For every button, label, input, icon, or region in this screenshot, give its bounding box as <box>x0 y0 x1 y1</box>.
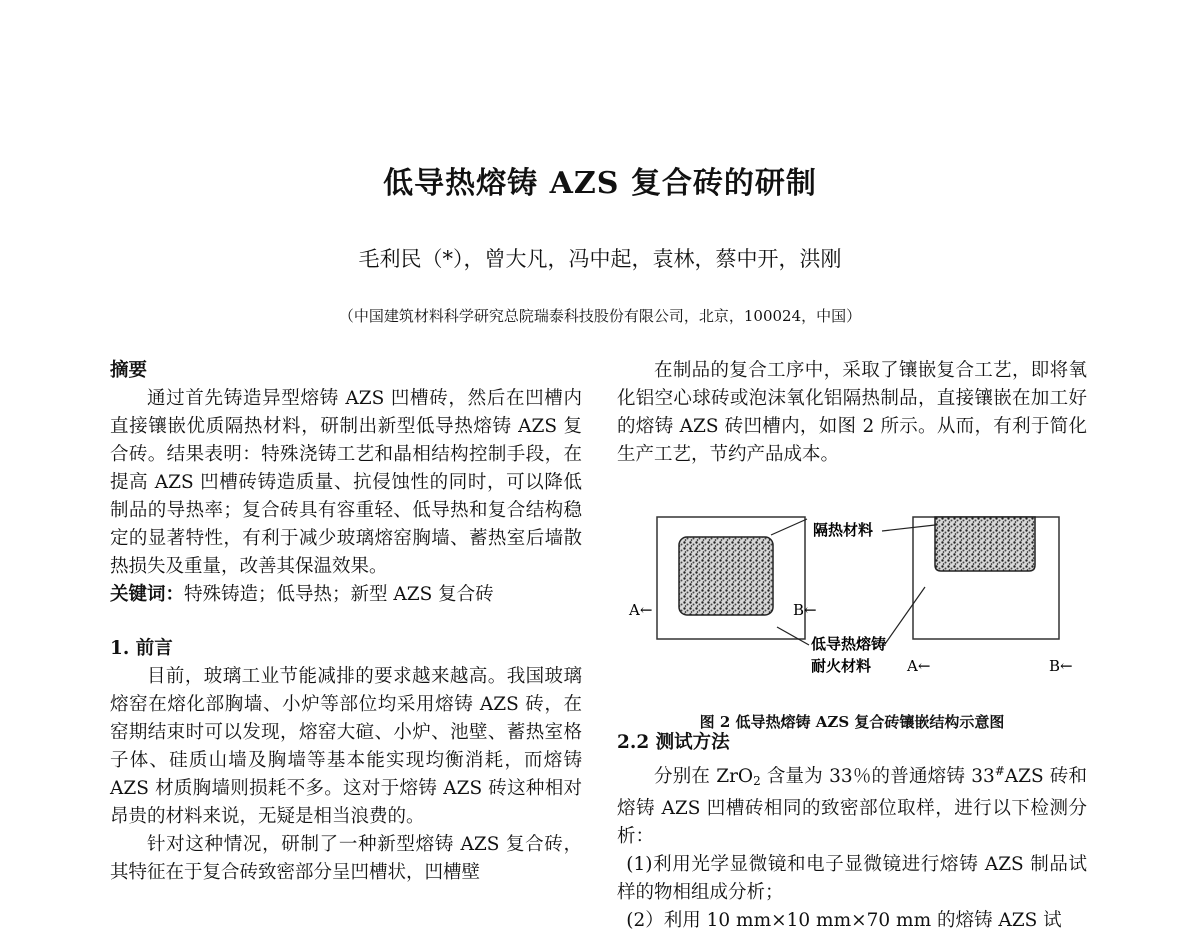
figure-2 <box>617 499 1087 731</box>
intro-heading: 1. 前言 <box>110 638 173 659</box>
paper-title: 低导热熔铸 AZS 复合砖的研制 <box>383 166 817 201</box>
label-a-left: A← <box>629 601 653 619</box>
embedding-structure-diagram <box>617 499 1087 689</box>
test-text-part-b: 含量为 33％的普通熔铸 33 <box>760 766 995 787</box>
figure-caption: 图 2 低导热熔铸 AZS 复合砖镶嵌结构示意图 <box>699 713 1005 731</box>
test-item-2: (2）利用 10 mm×10 mm×70 mm 的熔铸 AZS 试 <box>626 910 1062 931</box>
keywords-label: 关键词： <box>110 584 185 605</box>
insulation-material-left <box>679 537 773 615</box>
intro-paragraph-2: 针对这种情况，研制了一种新型熔铸 AZS 复合砖，其特征在于复合砖致密部分呈凹槽状，凹槽壁 <box>110 834 582 883</box>
label-insulation: 隔热材料 <box>813 521 874 539</box>
composite-process-paragraph: 在制品的复合工序中，采取了镶嵌复合工艺，即将氧化铝空心球砖或泡沫氧化铝隔热制品，直接镶嵌在加工好的熔铸 AZS 砖凹槽内，如图 2 所示。从而，有利于简化生产工艺，节约产品成本。 <box>617 360 1087 465</box>
label-refractory-line2: 耐火材料 <box>811 657 872 675</box>
author-list: 毛利民（*），曾大凡，冯中起，袁林，蔡中开，洪刚 <box>358 247 842 271</box>
label-b-bottom: B← <box>1049 657 1073 675</box>
right-column <box>617 357 1087 935</box>
intro-paragraph-1: 目前，玻璃工业节能减排的要求越来越高。我国玻璃熔窑在熔化部胸墙、小炉等部位均采用熔铸 AZS 砖，在窑期结束时可以发现，熔窑大碹、小炉、池壁、蓄热室格子体、硅质山墙及胸墙等基本能实现均衡消耗，而熔铸 AZS 材质胸墙则损耗不多。这对于熔铸 AZS 砖这种相对昂贵的材料来说，无疑是相当浪费的。 <box>110 666 582 827</box>
label-refractory-line1: 低导热熔铸 <box>811 635 887 653</box>
test-text-part-c: AZS 砖和熔铸 AZS 凹槽砖相同的致密部位取样，进行以下检测分析： <box>617 766 1087 847</box>
test-method-heading: 2.2 测试方法 <box>617 732 730 753</box>
hash-superscript: # <box>994 764 1005 778</box>
left-column <box>110 357 582 887</box>
insulation-material-right <box>935 517 1035 571</box>
keywords-text: 特殊铸造；低导热；新型 AZS 复合砖 <box>184 584 494 605</box>
label-a-bottom: A← <box>907 657 931 675</box>
test-item-1: (1)利用光学显微镜和电子显微镜进行熔铸 AZS 制品试样的物相组成分析； <box>617 854 1087 903</box>
test-method-paragraph <box>617 757 1087 851</box>
abstract-heading: 摘要 <box>110 360 148 381</box>
test-text-part-a: 分别在 ZrO <box>654 766 754 787</box>
abstract-text: 通过首先铸造异型熔铸 AZS 凹槽砖，然后在凹槽内直接镶嵌优质隔热材料，研制出新型低导热熔铸 AZS 复合砖。结果表明：特殊浇铸工艺和晶相结构控制手段，在提高 AZS 凹槽砖铸造质量、抗侵蚀性的同时，可以降低制品的导热率；复合砖具有容重轻、低导热和复合结构稳定的显著特性，有利于减少玻璃熔窑胸墙、蓄热室后墙散热损失及重量，改善其保温效果。 <box>110 388 582 577</box>
label-b-left: B← <box>793 601 817 619</box>
keywords <box>110 581 582 609</box>
zro2-subscript: 2 <box>753 774 761 788</box>
affiliation: （中国建筑材料科学研究总院瑞泰科技股份有限公司，北京，100024，中国） <box>338 307 862 325</box>
